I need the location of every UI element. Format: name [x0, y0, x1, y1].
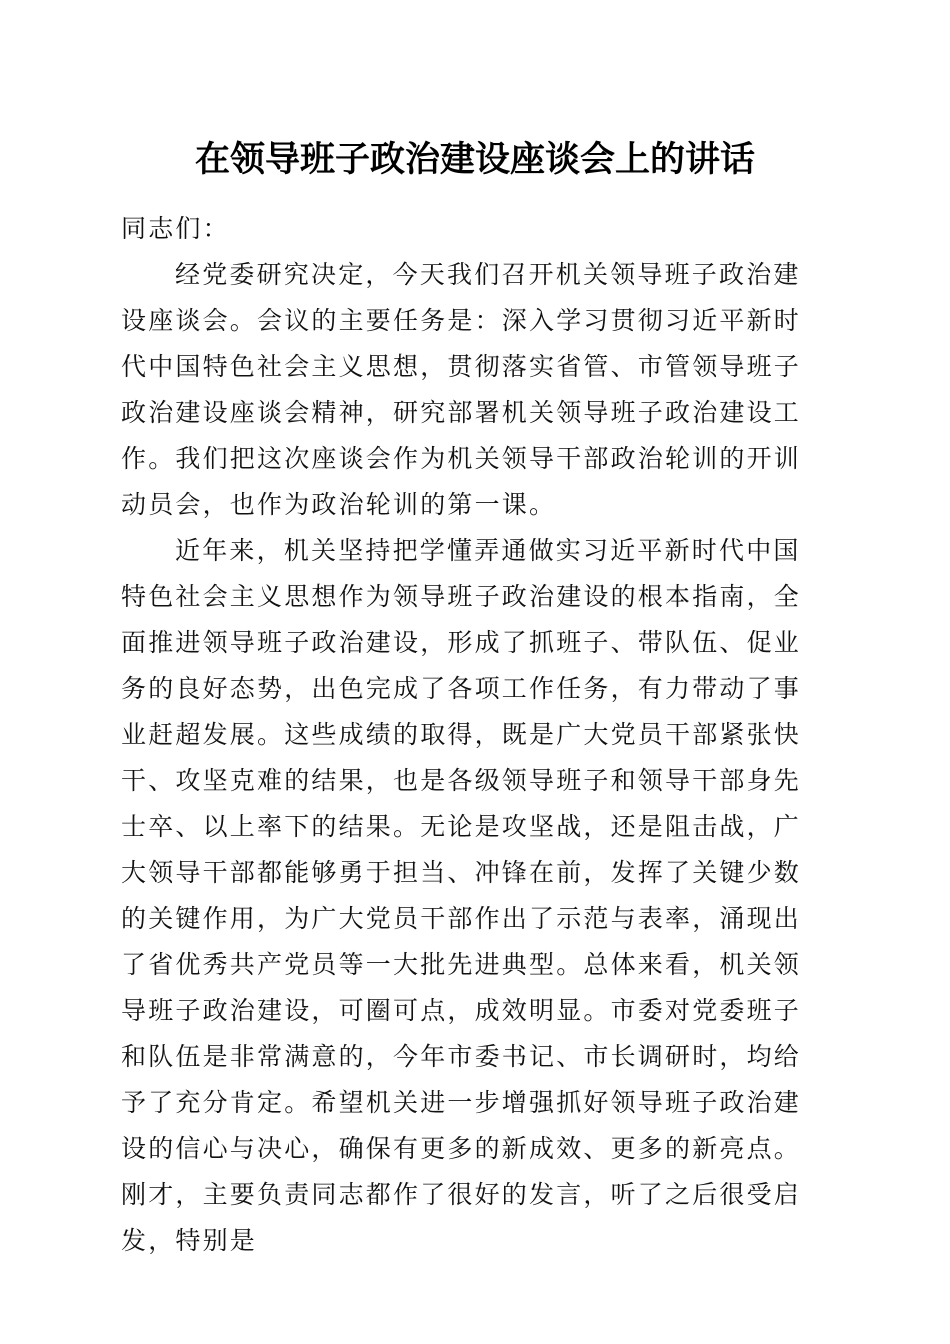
- salutation: 同志们：: [121, 214, 230, 243]
- paragraph-2: 近年来，机关坚持把学懂弄通做实习近平新时代中国特色社会主义思想作为领导班子政治建设的根本指南，全面推进领导班子政治建设，形成了抓班子、带队伍、促业务的良好态势，出色完成了各项工作任务，有力带动了事业赶超发展。这些成绩的取得，既是广大党员干部紧张快干、攻坚克难的结果，也是各级领导班子和领导干部身先士卒、以上率下的结果。无论是攻坚战，还是阻击战，广大领导干部都能够勇于担当、冲锋在前，发挥了关键少数的关键作用，为广大党员干部作出了示范与表率，涌现出了省优秀共产党员等一大批先进典型。总体来看，机关领导班子政治建设，可圈可点，成效明显。市委对党委班子和队伍是非常满意的，今年市委书记、市长调研时，均给予了充分肯定。希望机关进一步增强抓好领导班子政治建设的信心与决心，确保有更多的新成效、更多的新亮点。刚才，主要负责同志都作了很好的发言，听了之后很受启发，特别是: [121, 536, 802, 1255]
- paragraph-1: 经党委研究决定，今天我们召开机关领导班子政治建设座谈会。会议的主要任务是：深入学习贯彻习近平新时代中国特色社会主义思想，贯彻落实省管、市管领导班子政治建设座谈会精神，研究部署机关领导班子政治建设工作。我们把这次座谈会作为机关领导干部政治轮训的开训动员会，也作为政治轮训的第一课。: [121, 260, 802, 519]
- document-title: 在领导班子政治建设座谈会上的讲话: [194, 139, 755, 180]
- document-body: [121, 206, 825, 1264]
